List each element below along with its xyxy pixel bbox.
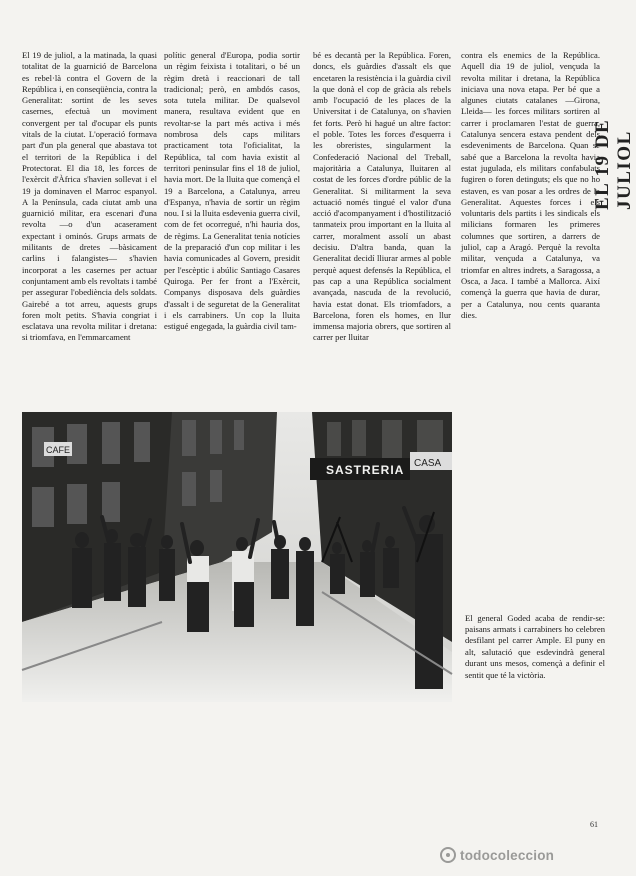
text-column-4 [461,50,600,400]
watermark-logo-icon [440,847,456,863]
street-photo [22,412,452,702]
photo-caption: El general Goded acaba de rendir-se: paisans armats i carrabiners ho celebren desfilant pel carrer Ample. El puny en alt, salutació que esdevindrà general durant uns mesos, començà a definir el sentit que té la victòria. [465,612,605,680]
shop-sign-right: CASA [414,458,442,469]
text-column-1 [22,50,157,408]
body-text: polític general d'Europa, podia sortir un règim feixista i totalitari, o bé un règim dretà i reaccionari de tall tradicional; però, en ambdós casos, sota tutela militar. De qualsevol manera, resultava evident que en revoltar-se la part més activa i més nombrosa dels caps militars practicament tota l'oficialitat, la República, tal com havia existit al territori peninsular fins el 18 de juliol, havia mort. De la lluita que començà el 19 a Barcelona, a Catalunya, arreu d'Espanya, n'havia de sortir un règim nou. I si la lluita esdevenia guerra civil, com de fet ocorregué, n'hi hauria dos, de règims. La Generalitat tenia notícies de la preparació d'un cop militar i les havia comunicades al Govern, presidit per l'escèptic i abúlic Santiago Casares Quiroga. Per fer front a l'Exèrcit, Companys disposava dels guàrdies d'assalt i de seguretat de la Generalitat i els carrabiners. Un cop la lluita estigué engegada, la guàrdia civil tam- [164,50,300,332]
page-number: 61 [590,820,598,829]
vertical-title: EL 19 DE JULIOL [592,118,635,210]
photo-illustration [22,412,452,702]
body-text: El 19 de juliol, a la matinada, la quasi totalitat de la guarnició de Barcelona es rebel·là contra el Govern de la República i, en conseqüència, contra la Generalitat: sortint de les seves casernes, efectuà un moviment convergent per tal d'ocupar els punts vitals de la ciutat. L'operació formava part d'un pla general que abastava tot el territori de la República i del Protectorat. El dia 18, les forces de l'exèrcit d'Àfrica s'havien sollevat i el 19 ja dominaven el Marroc espanyol. A la Península, cada ciutat amb una guarnició militar, era escenari d'una revolta —o d'un acaserament expectant i ominós. Grups armats de militants de dretes —bàsicament carlins i falangistes— s'havien incorporat a les casernes per actuar conjuntament amb els revoltats i també per assegurar l'obediència dels soldats. Gairebé a tot arreu, aquests grups foren molt petits. S'havia congriat i esclatava una revolta militar i dretana: si triomfava, en l'emmarcament [22,50,157,343]
watermark [440,843,610,867]
text-column-3 [313,50,451,408]
body-text: bé es decantà per la República. Foren, doncs, els guàrdies d'assalt els que encetaren la resistència i la guàrdia civil la que donà el cop de gràcia als rebels amb l'ocupació de les places de la Universitat i de Catalunya, on s'havien fet forts. Però hi hagué un altre factor: el poble. Totes les forces d'esquerra i les obreristes, singularment la Confederació Nacional del Treball, majoritària a Catalunya, lluitaren al costat de les forces d'ordre públic de la Generalitat. Si militarment la seva actuació només tingué el valor d'una acció d'acompanyament i d'hostilització tanmateix prou important en la lluita al carrer, moralment assolí un abast decisiu. D'altra banda, quan la Generalitat decidí lliurar armes al poble perquè aquest defensés la República, el pas cap a una República socialment avançada, nascuda de la revolució, havia estat donat. Els triomfadors, a Barcelona, foren els homes, en llur immensa majoria obrers, que sortiren al carrer per lluitar [313,50,451,343]
cafe-sign: CAFE [46,445,71,455]
body-text: contra els enemics de la República. Aquell dia 19 de juliol, vençuda la revolta militar i dretana, la República iniciava una nova etapa. Per bé que a algunes ciutats catalanes —Girona, Lleida— les forces militars sortiren al carrer i proclamaren l'estat de guerra, Catalunya sencera estava pendent dels esdeveniments de Barcelona. Quan se sabé que a Barcelona la revolta havia estat jugulada, els militars confabulats fugiren o foren detinguts; els que no ho estaven, es van posar a les ordres de la Generalitat. Aquestes forces i els voluntaris dels partits i les sindicals els milicians formaren les primeres columnes que sortiren, a darrers de juliol, cap a Aragó. Perquè la revolta militar, vençuda a Catalunya, va triomfar en altres indrets, a Saragossa, a Osca, a Jaca. I també a Mallorca. Així començà la guerra que havia de durar, per a Catalunya, nou cents quaranta dies. [461,50,600,320]
watermark-text: todocoleccion [460,847,555,863]
sastreria-sign: SASTRERIA [326,463,405,477]
